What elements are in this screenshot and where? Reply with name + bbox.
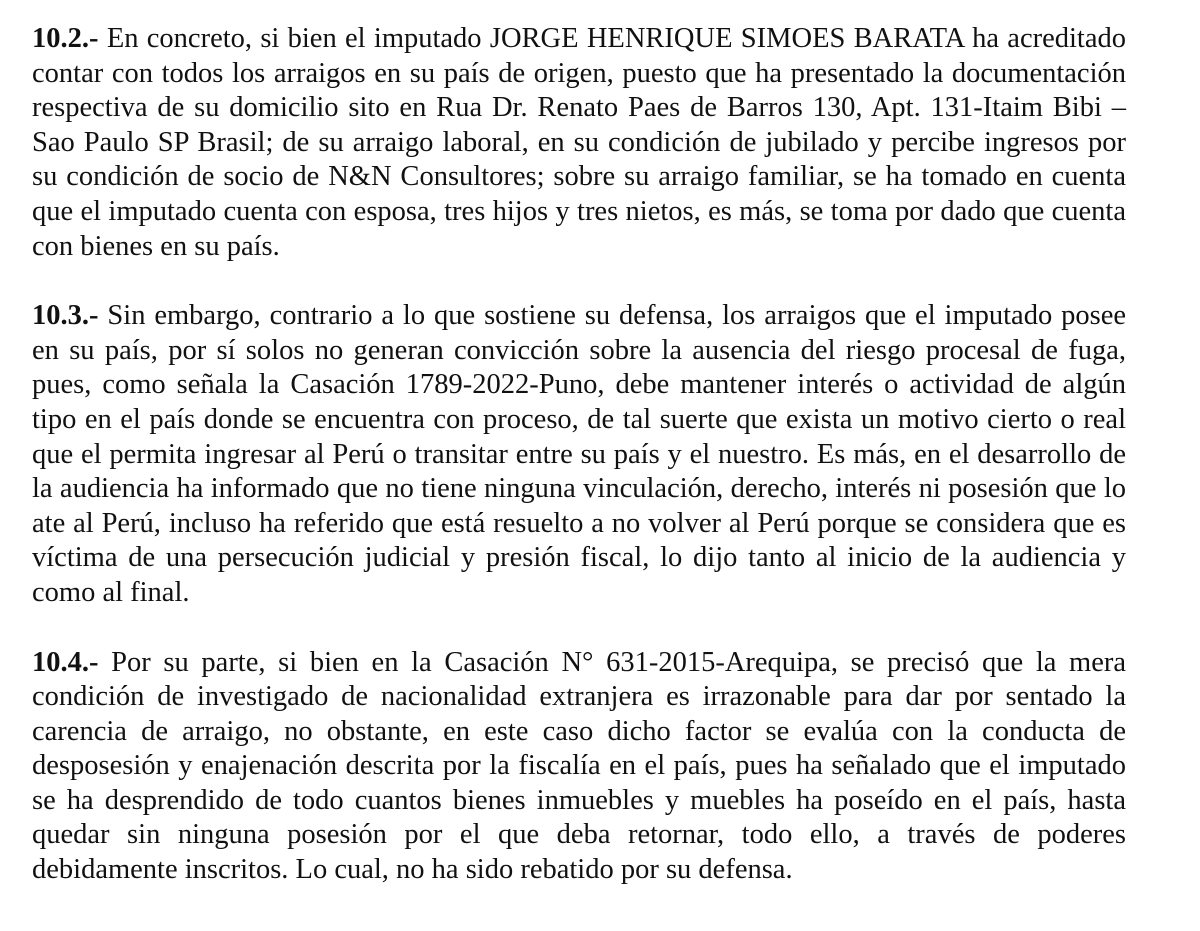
paragraph-text: Por su parte, si bien en la Casación N° 631-2015-Arequipa, se precisó que la mera condición de investigado de nacionalidad extranjera es irrazonable para dar por sentado la carencia de arraigo, no obstante, en este caso dicho factor se evalúa con la conducta de desposesión y enajenación descrita por la fiscalía en el país, pues ha señalado que el imputado se ha desprendido de todo cuantos bienes inmuebles y muebles ha poseído en el país, hasta quedar sin ninguna posesión por el que deba retornar, todo ello, a través de poderes debidamente inscritos. Lo cual, no ha sido rebatido por su defensa. (32, 646, 1127, 886)
paragraph-10-2 (32, 22, 1126, 264)
paragraph-number: 10.3.- (32, 300, 99, 332)
paragraph-text: Sin embargo, contrario a lo que sostiene su defensa, los arraigos que el imputado posee en su país, por sí solos no generan convicción sobre la ausencia del riesgo procesal de fuga, pues, como señala la Casación 1789-2022-Puno, debe mantener interés o actividad de algún tipo en el país donde se encuentra con proceso, de tal suerte que exista un motivo cierto o real que el permita ingresar al Perú o transitar entre su país y el nuestro. Es más, en el desarrollo de la audiencia ha informado que no tiene ninguna vinculación, derecho, interés ni posesión que lo ate al Perú, incluso ha referido que está resuelto a no volver al Perú porque se considera que es víctima de una persecución judicial y presión fiscal, lo dijo tanto al inicio de la audiencia y como al final. (32, 300, 1126, 608)
paragraph-number: 10.4.- (32, 646, 99, 678)
paragraph-10-3 (32, 299, 1126, 610)
paragraph-number: 10.2.- (32, 23, 99, 54)
paragraph-10-4 (32, 646, 1126, 888)
paragraph-text: En concreto, si bien el imputado JORGE HENRIQUE SIMOES BARATA ha acreditado contar con todos los arraigos en su país de origen, puesto que ha presentado la documentación respectiva de su domicilio sito en Rua Dr. Renato Paes de Barros 130, Apt. 131-Itaim Bibi – Sao Paulo SP Brasil; de su arraigo laboral, en su condición de jubilado y percibe ingresos por su condición de socio de N&N Consultores; sobre su arraigo familiar, se ha tomado en cuenta que el imputado cuenta con esposa, tres hijos y tres nietos, es más, se toma por dado que cuenta con bienes en su país. (32, 23, 1126, 262)
